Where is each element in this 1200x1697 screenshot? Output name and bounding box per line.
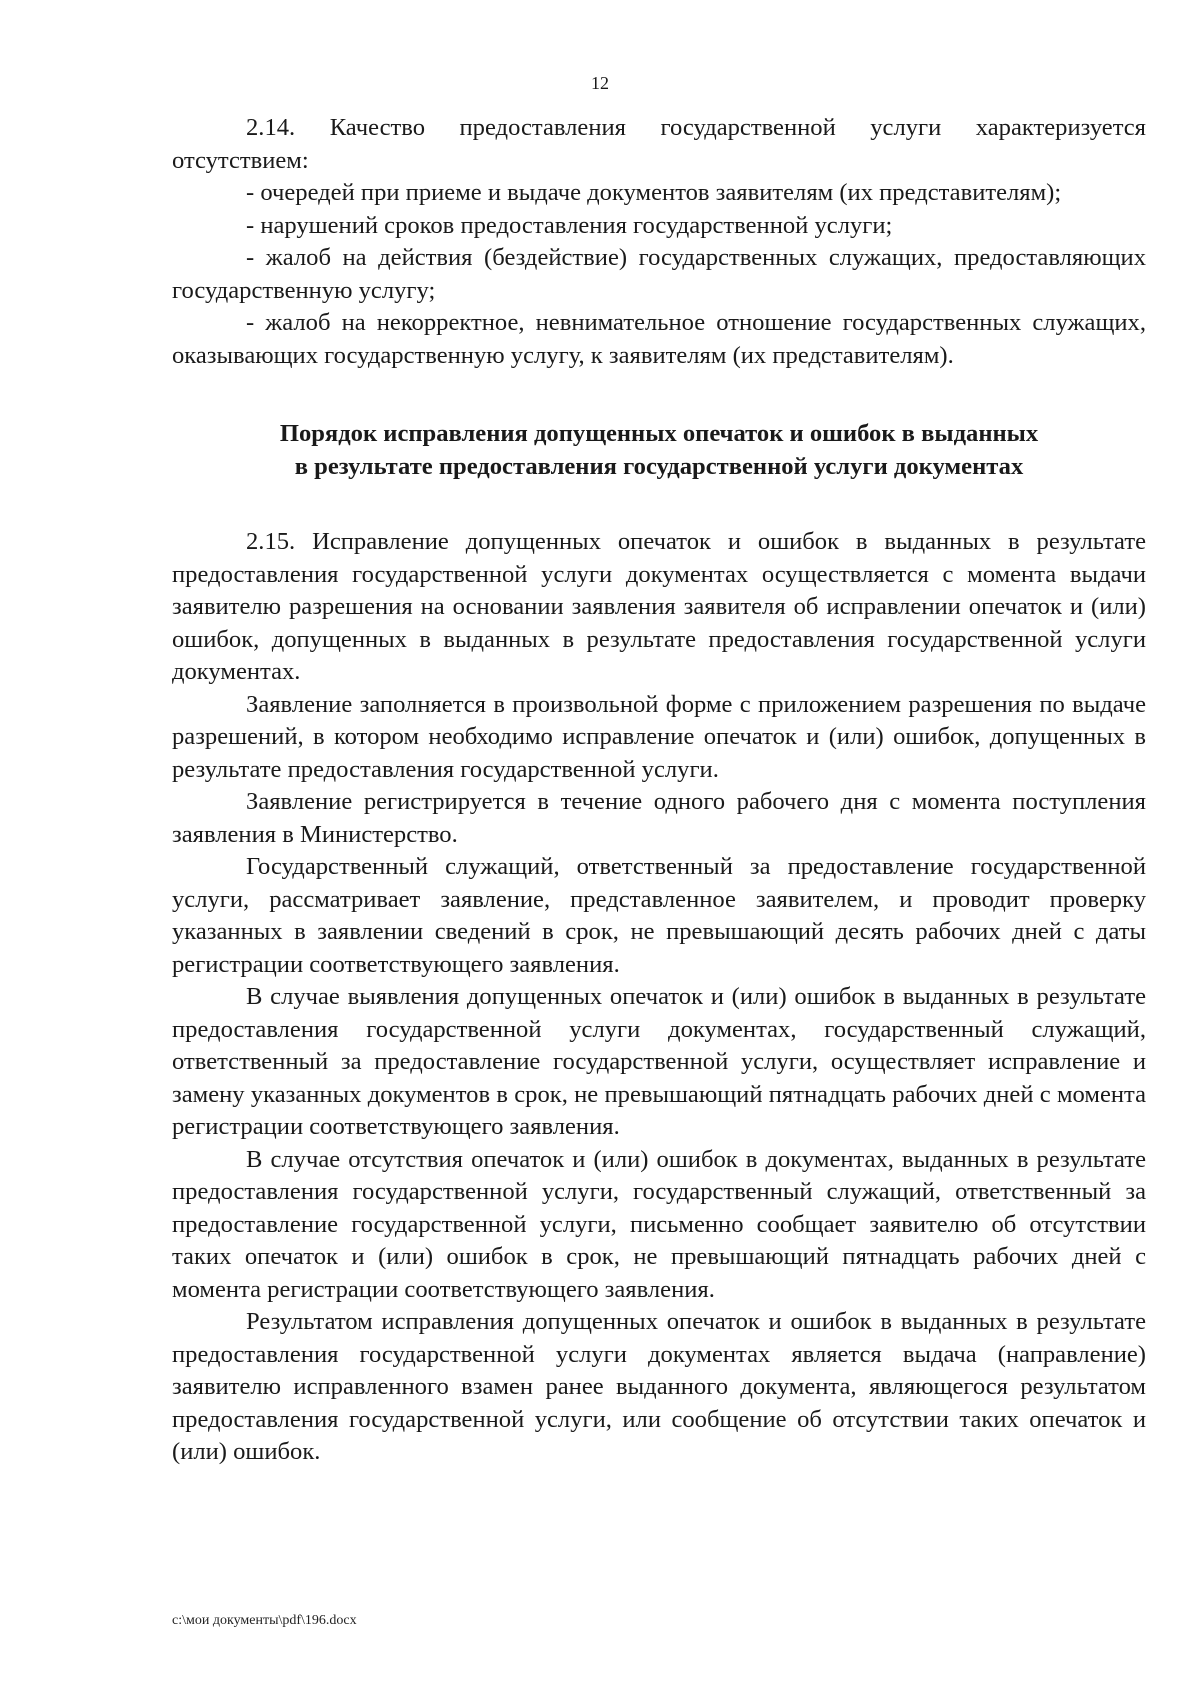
section-2-15: [172, 526, 1146, 1469]
list-item: - очередей при приеме и выдаче документов заявителям (их представителям);: [246, 179, 1062, 206]
section-2-14-intro: 2.14. Качество предоставления государственной услуги характеризуется отсутствием:: [172, 114, 1146, 174]
paragraph: Заявление регистрируется в течение одного рабочего дня с момента поступления заявления в Министерство.: [172, 788, 1146, 848]
document-body: [172, 112, 1146, 1469]
paragraph: Заявление заполняется в произвольной форме с приложением разрешения по выдаче разрешений, в котором необходимо исправление опечаток и (или) ошибок, допущенных в результате предоставления государственной услуги.: [172, 690, 1146, 783]
paragraph: 2.15. Исправление допущенных опечаток и ошибок в выданных в результате предоставления государственной услуги документах осуществляется с момента выдачи заявителю разрешения на основании заявления заявителя об исправлении опечаток и (или) ошибок, допущенных в выданных в результате предоставления государственной услуги документах.: [172, 528, 1146, 685]
paragraph: Государственный служащий, ответственный за предоставление государственной услуги, рассматривает заявление, представленное заявителем, и проводит проверку указанных в заявлении сведений в срок, не превышающий десять рабочих дней с даты регистрации соответствующего заявления.: [172, 853, 1146, 978]
list-item: - жалоб на действия (бездействие) государственных служащих, предоставляющих государственную услугу;: [172, 244, 1146, 304]
section-heading-line: в результате предоставления государственной услуги документах: [294, 452, 1024, 480]
paragraph: Результатом исправления допущенных опечаток и ошибок в выданных в результате предоставления государственной услуги документах является выдача (направление) заявителю исправленного взамен ранее выданного документа, являющегося результатом предоставления государственной услуги, или сообщение об отсутствии таких опечаток и (или) ошибок.: [172, 1308, 1146, 1465]
paragraph: В случае отсутствия опечаток и (или) ошибок в документах, выданных в результате предоставления государственной услуги, государственный служащий, ответственный за предоставление государственной услуги, письменно сообщает заявителю об отсутствии таких опечаток и (или) ошибок в срок, не превышающий пятнадцать рабочих дней с момента регистрации соответствующего заявления.: [172, 1145, 1146, 1303]
section-heading: [172, 418, 1146, 483]
footer-file-path: c:\мои документы\pdf\196.docx: [172, 1613, 357, 1628]
section-heading-line: Порядок исправления допущенных опечаток и ошибок в выданных: [279, 420, 1039, 447]
page-number: 12: [591, 73, 609, 93]
section-2-14: [172, 112, 1146, 372]
list-item: - нарушений сроков предоставления государственной услуги;: [246, 211, 893, 239]
list-item: - жалоб на некорректное, невнимательное отношение государственных служащих, оказывающих государственную услугу, к заявителям (их представителям).: [172, 309, 1146, 369]
paragraph: В случае выявления допущенных опечаток и (или) ошибок в выданных в результате предоставления государственной услуги документах, государственный служащий, ответственный за предоставление государственной услуги, осуществляет исправление и замену указанных документов в срок, не превышающий пятнадцать рабочих дней с момента регистрации соответствующего заявления.: [172, 983, 1146, 1140]
